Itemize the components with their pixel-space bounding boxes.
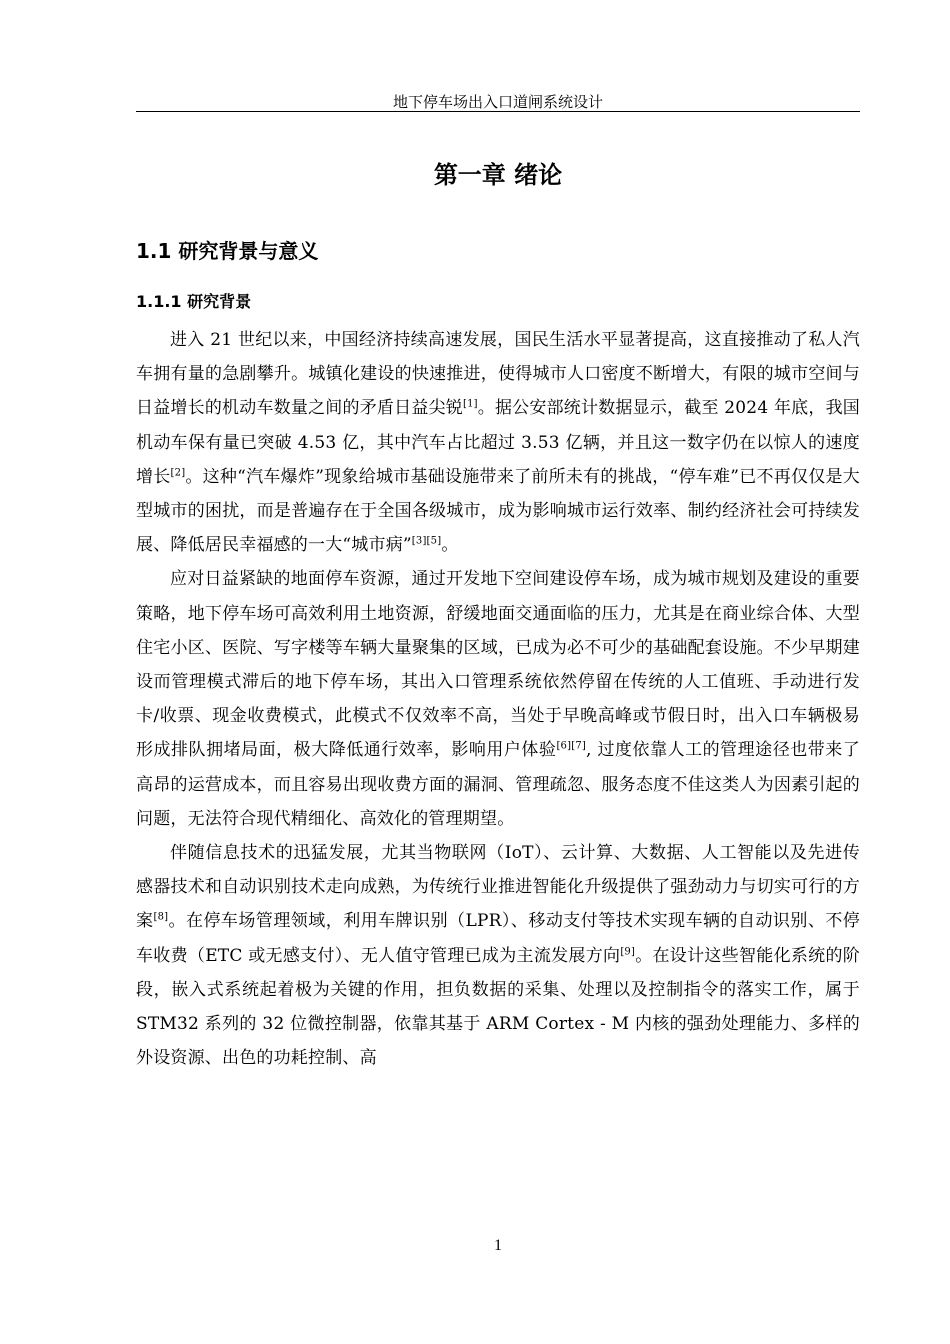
chapter-title: 第一章 绪论 (433, 161, 563, 189)
citation: [1] (462, 398, 478, 410)
paragraph-text: , 过度依靠人工的管理途径也带来了高昂的运营成本，而且容易出现收费方面的漏洞、管理疏忽、服务态度不佳这类人为因素引起的问题，无法符合现代精细化、高效化的管理期望。 (136, 740, 860, 829)
paragraph-text: 。 (441, 535, 459, 556)
paragraph-text: 。据公安部统计数据显示，截至 2024 年底，我国机动车保有量已突破 4.53 亿，其中汽车占比超过 3.53 亿辆，并且这一数字仍在以惊人的速度增长 (136, 398, 860, 487)
citation: [9] (620, 946, 636, 957)
paragraph-text: 进入 21 世纪以来，中国经济持续高速发展，国民生活水平显著提高，这直接推动了私人汽车拥有量的急剧攀升。城镇化建设的快速推进，使得城市人口密度不断增大，有限的城市空间与日益增长的机动车数量之间的矛盾日益尖锐 (136, 330, 860, 419)
paragraph (136, 562, 860, 836)
running-header: 地下停车场出入口道闸系统设计 (392, 93, 603, 111)
page-number: 1 (494, 1237, 502, 1254)
section-title: 1.1 研究背景与意义 (136, 239, 319, 263)
citation: [2] (170, 467, 186, 479)
paragraph-text: 。这种“汽车爆炸”现象给城市基础设施带来了前所未有的挑战，“停车难”已不再仅仅是大型城市的困扰，而是普遍存在于全国各级城市，成为影响城市运行效率、制约经济社会可持续发展、降低居民幸福感的一大“城市病” (136, 466, 861, 556)
citation: [6][7] (556, 740, 586, 752)
paragraph-text: 应对日益紧缺的地面停车资源，通过开发地下空间建设停车场，成为城市规划及建设的重要策略，地下停车场可高效利用土地资源，舒缓地面交通面临的压力，尤其是在商业综合体、大型住宅小区、医院、写字楼等车辆大量聚集的区域，已成为必不可少的基础配套设施。不少早期建设而管理模式滞后的地下停车场，其出入口管理系统依然停留在传统的人工值班、手动进行发卡/收票、现金收费模式，此模式不仅效率不高，当处于早晚高峰或节假日时，出入口车辆极易形成排队拥堵局面，极大降低通行效率，影响用户体验 (136, 569, 860, 761)
paragraph-text: 。在停车场管理领域，利用车牌识别（LPR）、移动支付等技术实现车辆的自动识别、不停车收费（ETC 或无感支付）、无人值守管理已成为主流发展方向 (136, 911, 861, 966)
citation: [3][5] (411, 535, 442, 547)
paragraph (136, 323, 860, 562)
paragraph (136, 836, 860, 1075)
subsection-title: 1.1.1 研究背景 (136, 292, 252, 311)
citation: [8] (153, 911, 169, 923)
paragraph-text: 伴随信息技术的迅猛发展，尤其当物联网（IoT）、云计算、大数据、人工智能以及先进传感器技术和自动识别技术走向成熟，为传统行业推进智能化升级提供了强劲动力与切实可行的方案 (136, 843, 860, 932)
header-rule (136, 111, 860, 112)
paragraph-text: 。在设计这些智能化系统的阶段，嵌入式系统起着极为关键的作用，担负数据的采集、处理以及控制指令的落实工作，属于 STM32 系列的 32 位微控制器，依靠其基于 ARM Cortex - M 内核的强劲处理能力、多样的外设资源、出色的功耗控制、高 (136, 945, 860, 1069)
body-text (136, 323, 860, 1075)
